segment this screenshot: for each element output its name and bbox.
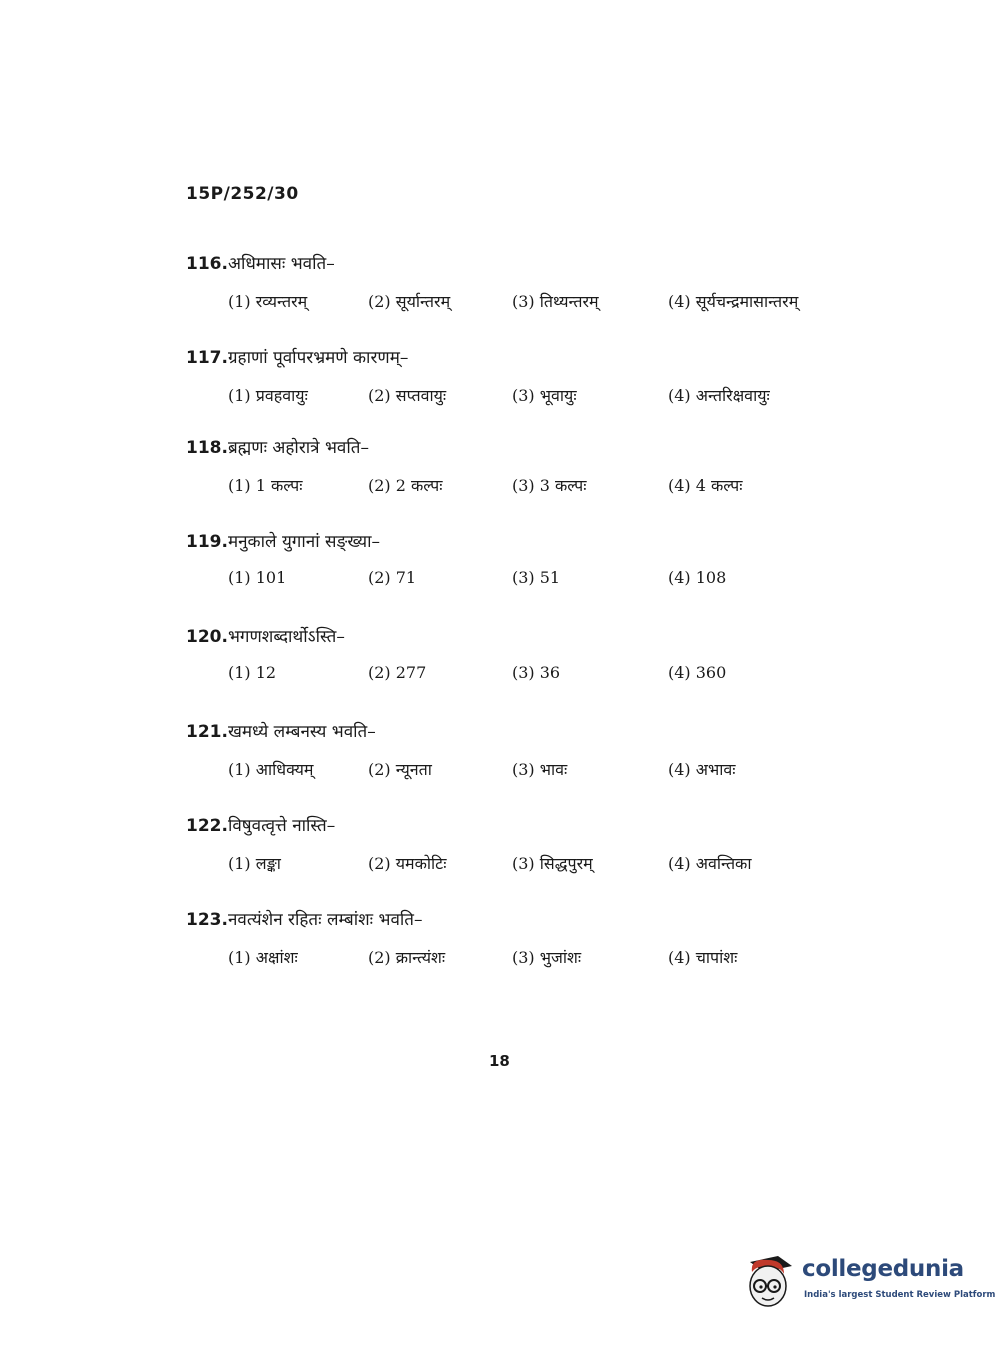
option-2: (2) सप्तवायुः [368,386,447,405]
question-number: 122. [186,816,228,836]
option-4: (4) अभावः [668,760,736,779]
question-116 [186,252,886,316]
option-1: (1) रव्यन्तरम् [228,292,308,311]
option-2: (2) 71 [368,568,417,587]
option-4: (4) चापांशः [668,948,738,967]
option-2: (2) क्रान्त्यंशः [368,948,446,967]
option-3: (3) भुजांशः [512,948,582,967]
question-paper-code: 15P/252/30 [186,184,299,204]
option-3: (3) सिद्धपुरम् [512,854,593,873]
question-text: मनुकाले युगानां सङ्ख्या– [227,532,381,552]
option-3: (3) 36 [512,663,561,682]
question-number: 120. [186,627,228,647]
question-number: 117. [186,348,228,368]
question-number: 116. [186,254,228,274]
option-1: (1) लङ्का [228,854,281,873]
option-1: (1) 12 [228,663,277,682]
option-1: (1) 101 [228,568,287,587]
collegedunia-logo [740,1250,996,1310]
option-1: (1) आधिक्यम् [228,760,314,779]
option-4: (4) अन्तरिक्षवायुः [668,386,770,405]
question-text: नवत्यंशेन रहितः लम्बांशः भवति– [227,910,423,930]
question-number: 123. [186,910,228,930]
option-4: (4) 360 [668,663,727,682]
option-1: (1) प्रवहवायुः [228,386,308,405]
question-text: खमध्ये लम्बनस्य भवति– [227,722,376,742]
option-4: (4) सूर्यचन्द्रमासान्तरम् [668,292,799,311]
question-number: 121. [186,722,228,742]
page-number: 18 [489,1052,510,1070]
logo-wordmark: collegedunia [802,1256,964,1282]
option-4: (4) 4 कल्पः [668,476,743,495]
question-number: 118. [186,438,228,458]
question-118 [186,436,886,500]
option-1: (1) 1 कल्पः [228,476,303,495]
option-2: (2) न्यूनता [368,760,432,779]
option-2: (2) 2 कल्पः [368,476,443,495]
question-117 [186,346,886,410]
option-2: (2) यमकोटिः [368,854,447,873]
question-123 [186,908,886,972]
question-120 [186,625,886,689]
question-text: ब्रह्मणः अहोरात्रे भवति– [227,438,369,458]
option-4: (4) अवन्तिका [668,854,752,873]
option-4: (4) 108 [668,568,727,587]
option-3: (3) 51 [512,568,561,587]
question-119 [186,530,886,594]
question-text: ग्रहाणां पूर्वापरभ्रमणे कारणम्– [227,348,409,368]
option-3: (3) भूवायुः [512,386,577,405]
question-text: अधिमासः भवति– [227,254,335,274]
option-3: (3) तिथ्यन्तरम् [512,292,599,311]
question-text: विषुवत्वृत्ते नास्ति– [227,816,336,836]
option-2: (2) सूर्यान्तरम् [368,292,451,311]
question-number: 119. [186,532,228,552]
option-3: (3) भावः [512,760,568,779]
student-mascot-icon [740,1250,798,1310]
logo-tagline: India's largest Student Review Platform [804,1290,996,1300]
option-2: (2) 277 [368,663,427,682]
question-122 [186,814,886,878]
option-1: (1) अक्षांशः [228,948,298,967]
question-121 [186,720,886,784]
question-text: भगणशब्दार्थोऽस्ति– [227,627,345,647]
option-3: (3) 3 कल्पः [512,476,587,495]
